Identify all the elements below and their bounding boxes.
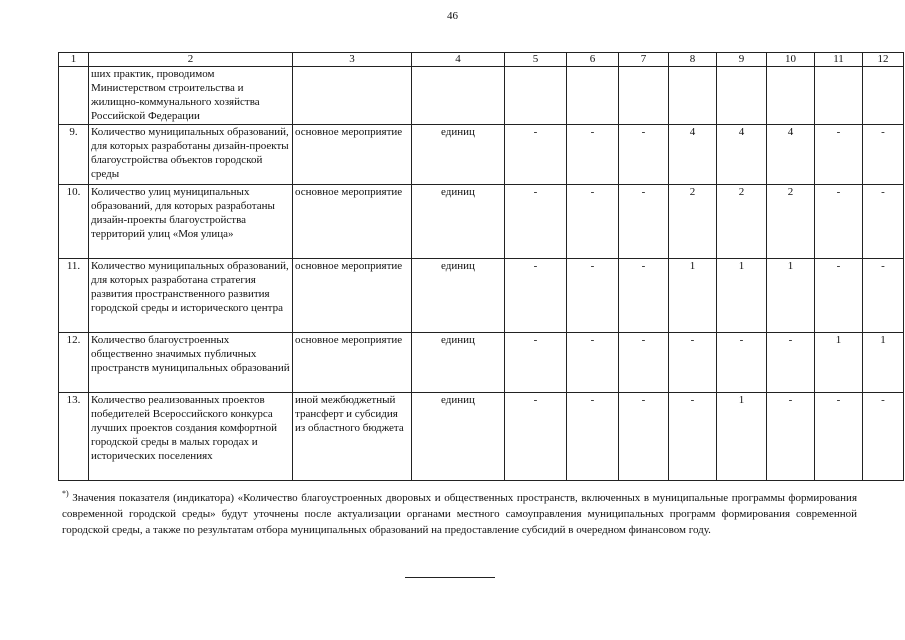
value-cell: - xyxy=(567,393,619,481)
value-cell: 1 xyxy=(669,259,717,333)
indicator-name-cell: Количество муниципальных образований, для которых разработана стратегия развития пространственного развития городской среды и исторического центра xyxy=(89,259,293,333)
activity-type-cell: основное мероприятие xyxy=(293,259,412,333)
value-cell: - xyxy=(505,333,567,393)
table-cell xyxy=(505,67,567,125)
value-cell: - xyxy=(815,125,863,185)
value-cell: - xyxy=(767,393,815,481)
value-cell: - xyxy=(717,333,767,393)
column-header: 9 xyxy=(717,53,767,67)
value-cell: - xyxy=(669,333,717,393)
value-cell: - xyxy=(567,185,619,259)
value-cell: - xyxy=(863,125,904,185)
unit-cell: единиц xyxy=(412,393,505,481)
value-cell: 1 xyxy=(717,393,767,481)
column-header: 7 xyxy=(619,53,669,67)
activity-type-cell: иной межбюджетный трансферт и субсидия из областного бюджета xyxy=(293,393,412,481)
table-cell xyxy=(619,67,669,125)
table-cell xyxy=(863,67,904,125)
table-cell xyxy=(412,67,505,125)
value-cell: - xyxy=(863,393,904,481)
column-header: 4 xyxy=(412,53,505,67)
value-cell: 4 xyxy=(717,125,767,185)
footnote-marker: *) xyxy=(62,489,69,498)
row-number: 13. xyxy=(59,393,89,481)
table-cell xyxy=(717,67,767,125)
value-cell: - xyxy=(815,259,863,333)
table-row xyxy=(59,259,904,333)
table-cell xyxy=(59,67,89,125)
column-header: 1 xyxy=(59,53,89,67)
table-cell xyxy=(669,67,717,125)
table-row xyxy=(59,393,904,481)
column-header: 5 xyxy=(505,53,567,67)
value-cell: - xyxy=(567,259,619,333)
value-cell: - xyxy=(505,393,567,481)
value-cell: - xyxy=(669,393,717,481)
table-cell xyxy=(293,67,412,125)
indicator-name-cell: Количество реализованных проектов победителей Всероссийского конкурса лучших проектов создания комфортной городской среды в малых городах и исторических поселениях xyxy=(89,393,293,481)
value-cell: 2 xyxy=(767,185,815,259)
row-number: 12. xyxy=(59,333,89,393)
indicator-name-cell: Количество муниципальных образований, для которых разработаны дизайн-проекты благоустройства объектов городской среды xyxy=(89,125,293,185)
column-header: 2 xyxy=(89,53,293,67)
footnote xyxy=(62,490,857,538)
value-cell: 2 xyxy=(717,185,767,259)
row-number: 9. xyxy=(59,125,89,185)
value-cell: - xyxy=(619,125,669,185)
column-header: 10 xyxy=(767,53,815,67)
unit-cell: единиц xyxy=(412,333,505,393)
activity-type-cell: основное мероприятие xyxy=(293,125,412,185)
value-cell: 1 xyxy=(717,259,767,333)
value-cell: - xyxy=(505,259,567,333)
indicators-table xyxy=(58,52,904,481)
activity-type-cell: основное мероприятие xyxy=(293,333,412,393)
value-cell: - xyxy=(619,393,669,481)
value-cell: - xyxy=(619,259,669,333)
table-cell xyxy=(767,67,815,125)
value-cell: - xyxy=(767,333,815,393)
indicator-name-cell: Количество улиц муниципальных образований, для которых разработаны дизайн-проекты благоустройства территорий улиц «Моя улица» xyxy=(89,185,293,259)
table-row xyxy=(59,67,904,125)
value-cell: - xyxy=(815,185,863,259)
indicator-name-cell: ших практик, проводимом Министерством строительства и жилищно-коммунального хозяйства Российской Федерации xyxy=(89,67,293,125)
value-cell: - xyxy=(567,333,619,393)
value-cell: 4 xyxy=(767,125,815,185)
header-row xyxy=(59,53,904,67)
footnote-separator-line xyxy=(405,577,495,578)
indicator-name-cell: Количество благоустроенных общественно значимых публичных пространств муниципальных образований xyxy=(89,333,293,393)
unit-cell: единиц xyxy=(412,259,505,333)
column-header: 3 xyxy=(293,53,412,67)
unit-cell: единиц xyxy=(412,185,505,259)
value-cell: 1 xyxy=(767,259,815,333)
activity-type-cell: основное мероприятие xyxy=(293,185,412,259)
table-cell xyxy=(815,67,863,125)
value-cell: 4 xyxy=(669,125,717,185)
value-cell: - xyxy=(619,333,669,393)
footnote-text: Значения показателя (индикатора) «Количество благоустроенных дворовых и общественных пространств, включенных в муниципальные программы формирования современной городской среды» будут уточнены после актуализации органами местного самоуправления муниципальных программ формирования современной городской среды, а также по результатам отбора муниципальных образований на предоставление субсидий в очередном финансовом году. xyxy=(62,492,857,536)
column-header: 12 xyxy=(863,53,904,67)
column-header: 8 xyxy=(669,53,717,67)
row-number: 11. xyxy=(59,259,89,333)
value-cell: - xyxy=(863,259,904,333)
page-number: 46 xyxy=(447,10,458,22)
value-cell: - xyxy=(619,185,669,259)
table-cell xyxy=(567,67,619,125)
value-cell: 1 xyxy=(815,333,863,393)
table-row xyxy=(59,185,904,259)
value-cell: - xyxy=(863,185,904,259)
table-row xyxy=(59,125,904,185)
row-number: 10. xyxy=(59,185,89,259)
value-cell: - xyxy=(505,125,567,185)
value-cell: - xyxy=(505,185,567,259)
column-header: 6 xyxy=(567,53,619,67)
table-row xyxy=(59,333,904,393)
value-cell: - xyxy=(567,125,619,185)
value-cell: 1 xyxy=(863,333,904,393)
value-cell: 2 xyxy=(669,185,717,259)
unit-cell: единиц xyxy=(412,125,505,185)
column-header: 11 xyxy=(815,53,863,67)
value-cell: - xyxy=(815,393,863,481)
